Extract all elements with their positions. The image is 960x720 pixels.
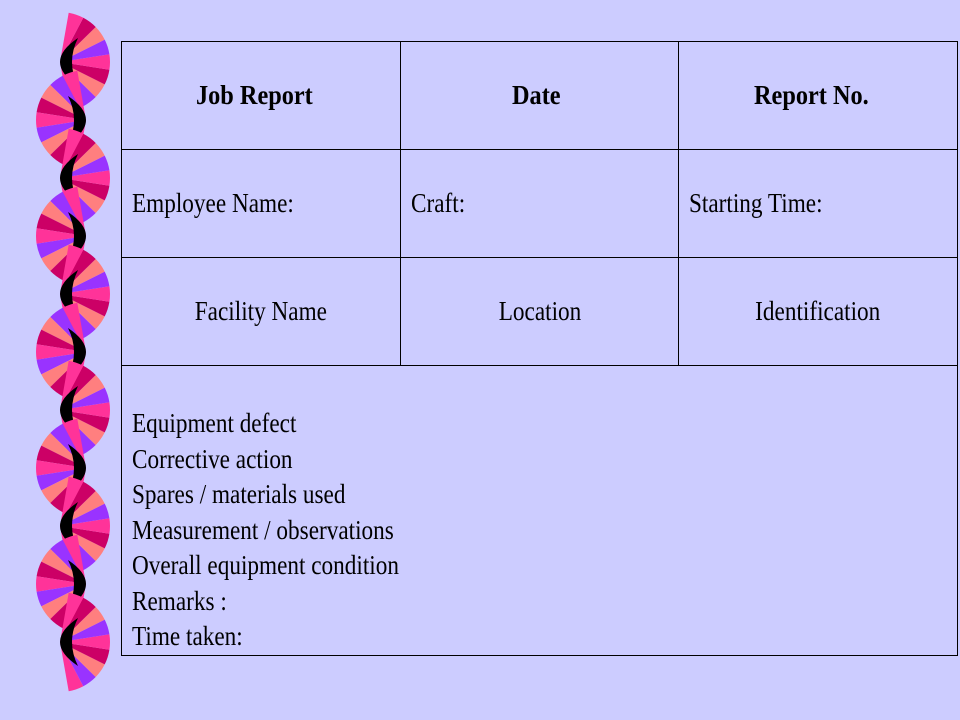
list-item: Time taken: xyxy=(132,621,243,651)
list-item: Remarks : xyxy=(132,585,227,616)
fan-border-decoration xyxy=(0,0,130,720)
list-item: Overall equipment condition xyxy=(132,550,399,580)
table-row-facility xyxy=(122,258,958,366)
table-row-employee xyxy=(122,150,958,258)
cell-employee-name: Employee Name: xyxy=(122,150,401,258)
details-list xyxy=(132,366,947,655)
list-item: Measurement / observations xyxy=(132,514,394,545)
cell-details-list xyxy=(122,366,958,656)
cell-craft: Craft: xyxy=(400,150,679,258)
list-item: Spares / materials used xyxy=(132,479,346,509)
table-header-row xyxy=(122,42,958,150)
header-report-no: Report No. xyxy=(679,42,958,150)
header-date: Date xyxy=(400,42,679,150)
list-item: Equipment defect xyxy=(132,408,297,438)
fan-icon xyxy=(60,593,110,691)
table-row-details xyxy=(122,366,958,656)
cell-location: Location xyxy=(400,258,679,366)
cell-identification: Identification xyxy=(679,258,958,366)
header-job-report: Job Report xyxy=(122,42,401,150)
cell-starting-time: Starting Time: xyxy=(679,150,958,258)
list-item: Corrective action xyxy=(132,443,293,474)
cell-facility-name: Facility Name xyxy=(122,258,401,366)
job-report-table xyxy=(121,41,958,656)
